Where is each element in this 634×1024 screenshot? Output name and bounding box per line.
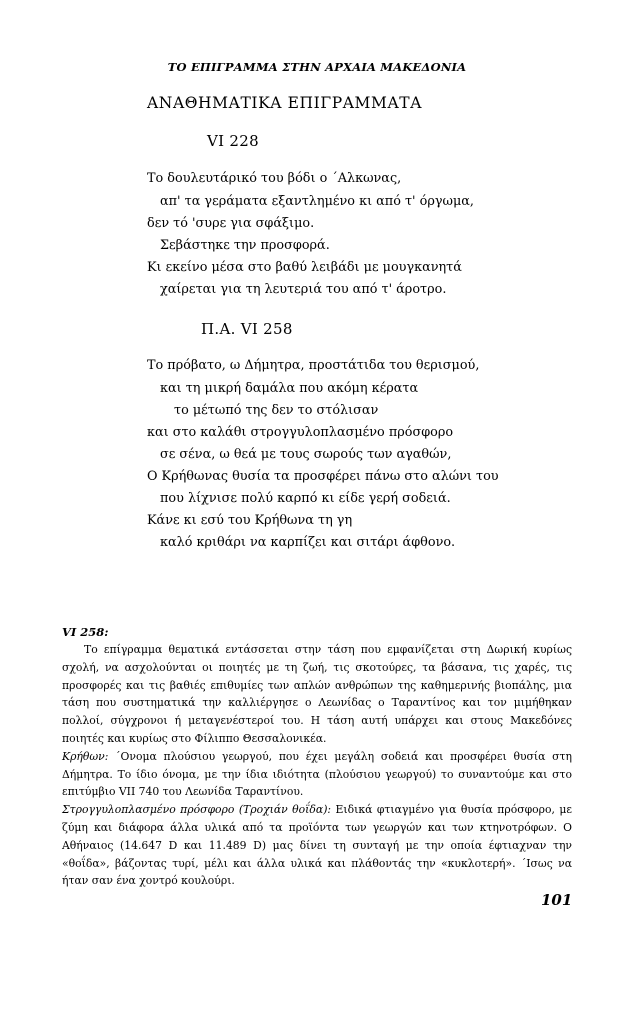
note-text: ΄Ονομα πλούσιου γεωργού, που έχει μεγάλη σοδειά και προσφέρει θυσία στη Δήμητρα. Το ίδιο όνομα, με την ίδια ιδιότητα (πλούσιου γεωργού) το συναντούμε και στο επιτύμβιο VII 740 του Λεωνίδα Ταραντίνου. (62, 749, 572, 799)
verse-line: και στο καλάθι στρογγυλοπλασμένο πρόσφορο (147, 425, 454, 440)
section-title: ΑΝΑΘΗΜΑΤΙΚΑ ΕΠΙΓΡΑΜΜΑΤΑ (147, 94, 422, 112)
verse-line: Ο Κρήθωνας θυσία τα προσφέρει πάνω στο αλώνι του (147, 469, 499, 484)
verse-line: Σεβάστηκε την προσφορά. (160, 238, 330, 253)
note-term: Στρογγυλοπλασμένο πρόσφορο (Τροχιάν θοΐδα): (62, 803, 332, 817)
verse-line: καλό κριθάρι να καρπίζει και σιτάρι άφθονο. (160, 535, 456, 550)
note-intro: Το επίγραμμα θεματικά εντάσσεται στην τάση που εμφανίζεται στη Δωρική κυρίως σχολή, να ασχολούνται οι ποιητές με τη ζωή, τις σκοτούρες, τα βάσανα, τις χαρές, τις προσφορές και τις βαθιές επιθυμίες των απλών ανθρώπων της καθημερινής βιοπάλης, μια τάση που συστηματικά την καλλιέργησε ο Λεωνίδας ο Ταραντίνος και τον μιμήθηκαν πολλοί, σύγχρονοι ή μεταγενέστεροί του. Η τάση αυτή υπάρχει και στους Μακεδόνες ποιητές και κυρίως στο Φίλιππο Θεσσαλονικέα. (62, 643, 572, 745)
verse-line: Το πρόβατο, ω Δήμητρα, προστάτιδα του θερισμού, (147, 358, 480, 373)
verse-line: απ' τα γεράματα εξαντλημένο κι από τ' όργωμα, (160, 194, 474, 209)
note-label: VI 258: (62, 625, 109, 639)
commentary-notes (62, 641, 572, 890)
note-term: Κρήθων: (62, 749, 109, 763)
verse-line: Κάνε κι εσύ του Κρήθωνα τη γη (147, 513, 353, 528)
running-head: ΤΟ ΕΠΙΓΡΑΜΜΑ ΣΤΗΝ ΑΡΧΑΙΑ ΜΑΚΕΔΟΝΙΑ (167, 60, 467, 74)
verse-line: Κι εκείνο μέσα στο βαθύ λειβάδι με μουγκανητά (147, 260, 462, 275)
verse-line: Το δουλευτάρικό του βόδι ο ΄Αλκωνας, (147, 171, 402, 186)
verse-line: δεν τό 'συρε για σφάξιμο. (147, 216, 315, 231)
note-entry (62, 748, 572, 801)
note-entry (62, 801, 572, 890)
page-number: 101 (541, 891, 573, 909)
note-text: Ειδικά φτιαγμένο για θυσία πρόσφορο, με ζύμη και διάφορα άλλα υλικά από τα προϊόντα των γεωργών και των κτηνοτρόφων. Ο Αθήναιος (14.647 D και 11.489 D) μας δίνει τη συνταγή με την οποία έφτιαχναν την «θοΐδα», βάζοντας τυρί, μέλι και άλλα υλικά και πλάθοντάς την «κυκλοτερή». ΄Ισως να ήταν σαν ένα χοντρό κουλούρι. (62, 803, 572, 888)
verse-line: και τη μικρή δαμάλα που ακόμη κέρατα (160, 381, 419, 396)
verse-line: σε σένα, ω θεά με τους σωρούς των αγαθών, (160, 447, 452, 462)
poem-heading: VI 228 (207, 132, 259, 150)
verse-line: χαίρεται για τη λευτεριά του από τ' άροτρο. (160, 282, 447, 297)
poem-heading: Π.Α. VI 258 (201, 320, 293, 338)
verse-line: το μέτωπό της δεν το στόλισαν (174, 403, 379, 418)
verse-line: που λίχνισε πολύ καρπό κι είδε γερή σοδειά. (160, 491, 451, 506)
